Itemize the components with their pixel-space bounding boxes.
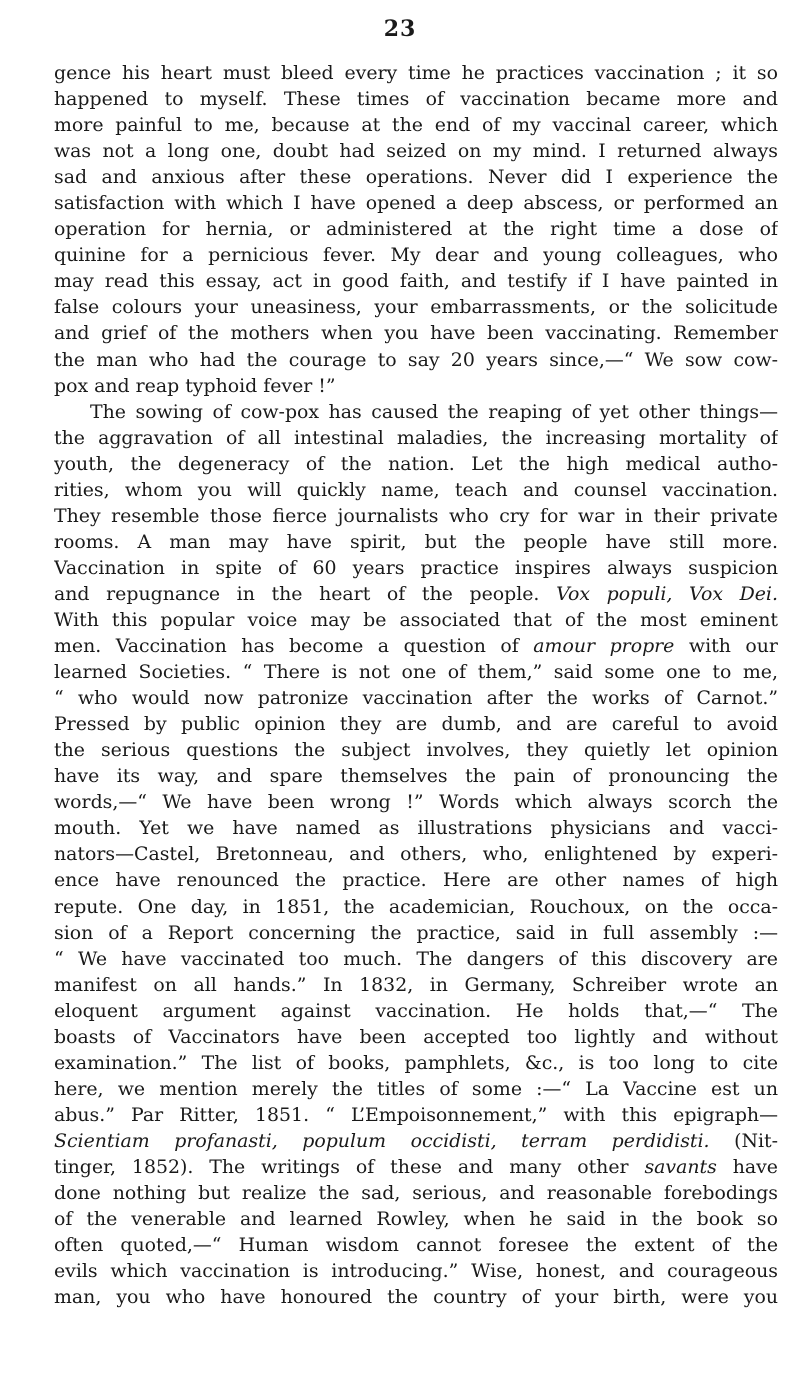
page-number: 23 [383,16,417,42]
text-run: was not a long one, doubt had seized on my mind. I returned always [54,140,778,163]
text-run: more painful to me, because at the end of my vaccinal career, which [54,114,778,137]
text-run: rooms. A man may have spirit, but the people have still more. [54,530,778,553]
text-line [54,555,778,581]
text-run: rities, whom you will quickly name, teach and counsel vaccination. [54,478,778,501]
text-run: learned Societies. “ There is not one of them,” said some one to me, [54,661,778,684]
text-line [54,737,778,763]
text-line [54,763,778,789]
text-run: mouth. Yet we have named as illustrations physicians and vacci- [54,817,778,840]
text-run: pox and reap typhoid fever !” [54,374,336,397]
text-line [54,946,778,972]
text-run: sion of a Report concerning the practice, said in full assembly :— [54,921,778,944]
text-run: happened to myself. These times of vaccination became more and [54,88,778,111]
text-run: boasts of Vaccinators have been accepted too lightly and without [54,1025,778,1048]
text-line [54,1180,778,1206]
text-line [54,1128,778,1154]
text-run: abus.” Par Ritter, 1851. “ L’Empoisonnement,” with this epigraph— [54,1103,778,1126]
text-line [54,972,778,998]
text-run: may read this essay, act in good faith, and testify if I have painted in [54,270,778,293]
italic-text: amour propre [533,635,675,658]
text-run: the serious questions the subject involves, they quietly let opinion [54,739,778,762]
text-run: false colours your uneasiness, your embarrassments, or the solicitude [54,296,778,319]
text-run: gence his heart must bleed every time he practices vaccination ; it so [54,62,778,84]
text-line [54,1024,778,1050]
text-run: and repugnance in the heart of the people. [54,582,557,605]
text-run: done nothing but realize the sad, serious, and reasonable forebodings [54,1182,778,1205]
text-run: have its way, and spare themselves the pain of pronouncing the [54,765,778,788]
text-line [54,867,778,893]
text-line [54,60,778,86]
text-line [54,529,778,555]
text-run: satisfaction with which I have opened a deep abscess, or performed an [54,192,778,215]
text-line [54,711,778,737]
text-run: words,—“ We have been wrong !” Words which always scorch the [54,791,778,814]
text-line [54,216,778,242]
text-line [54,373,778,399]
text-line [54,1284,778,1310]
text-run: “ We have vaccinated too much. The dangers of this discovery are [54,947,778,970]
text-run: nators—Castel, Bretonneau, and others, who, enlightened by experi- [54,843,778,866]
text-run: The sowing of cow-pox has caused the reaping of yet other things— [90,400,778,423]
text-line [54,607,778,633]
text-line [54,1050,778,1076]
text-line [54,268,778,294]
text-line [54,685,778,711]
text-run: eloquent argument against vaccination. He holds that,—“ The [54,999,778,1022]
text-run: repute. One day, in 1851, the academician, Rouchoux, on the occa- [54,895,778,918]
text-run: tinger, 1852). The writings of these and many other [54,1155,645,1178]
text-line [54,477,778,503]
text-run: here, we mention merely the titles of some :—“ La Vaccine est un [54,1077,778,1100]
text-line [54,451,778,477]
text-line [54,242,778,268]
text-line [54,633,778,659]
text-line [54,164,778,190]
text-run: man, you who have honoured the country of your birth, were you [54,1286,778,1309]
text-run: often quoted,—“ Human wisdom cannot foresee the extent of the [54,1234,778,1257]
text-run: have [716,1155,778,1178]
text-line [54,425,778,451]
text-line [54,347,778,373]
body-text [54,60,778,1310]
text-line [54,1102,778,1128]
text-run: and grief of the mothers when you have been vaccinating. Remember [54,322,778,345]
italic-text: savants [644,1155,717,1178]
text-run: Pressed by public opinion they are dumb, and are careful to avoid [54,713,778,736]
text-run: ence have renounced the practice. Here are other names of high [54,869,778,892]
text-run: manifest on all hands.” In 1832, in Germany, Schreiber wrote an [54,973,778,996]
text-run: With this popular voice may be associated that of the most eminent [54,608,778,631]
text-run: operation for hernia, or administered at the right time a dose of [54,218,778,241]
text-run: of the venerable and learned Rowley, when he said in the book so [54,1208,778,1231]
text-run: (Nit- [709,1129,778,1152]
text-run: examination.” The list of books, pamphlets, &c., is too long to cite [54,1051,778,1074]
text-run: men. Vaccination has become a question of [54,635,534,658]
text-line [54,1206,778,1232]
text-line [54,399,778,425]
text-run: youth, the degeneracy of the nation. Let the high medical autho- [54,452,778,475]
text-line [54,294,778,320]
text-run: the man who had the courage to say 20 years since,—“ We sow cow- [54,348,778,371]
text-line [54,1258,778,1284]
text-run: sad and anxious after these operations. Never did I experience the [54,166,778,189]
text-line [54,86,778,112]
text-line [54,190,778,216]
text-line [54,920,778,946]
text-line [54,815,778,841]
text-line [54,1154,778,1180]
italic-text: Scientiam profanasti, populum occidisti, terram perdidisti. [54,1129,710,1152]
text-line [54,320,778,346]
text-line [54,1076,778,1102]
text-line [54,841,778,867]
text-run: They resemble those fierce journalists who cry for war in their private [54,504,778,527]
text-line [54,581,778,607]
text-run: the aggravation of all intestinal maladies, the increasing mortality of [54,426,778,449]
text-line [54,789,778,815]
text-run: Vaccination in spite of 60 years practice inspires always suspicion [54,556,778,579]
text-run: “ who would now patronize vaccination after the works of Carnot.” [54,687,778,710]
text-run: quinine for a pernicious fever. My dear and young colleagues, who [54,244,778,267]
text-line [54,138,778,164]
text-line [54,503,778,529]
text-line [54,998,778,1024]
text-line [54,894,778,920]
text-run: evils which vaccination is introducing.” Wise, honest, and courageous [54,1260,778,1283]
text-line [54,1232,778,1258]
italic-text: Vox populi, Vox Dei. [556,582,778,605]
text-line [54,659,778,685]
text-run: with our [674,635,778,658]
text-line [54,112,778,138]
